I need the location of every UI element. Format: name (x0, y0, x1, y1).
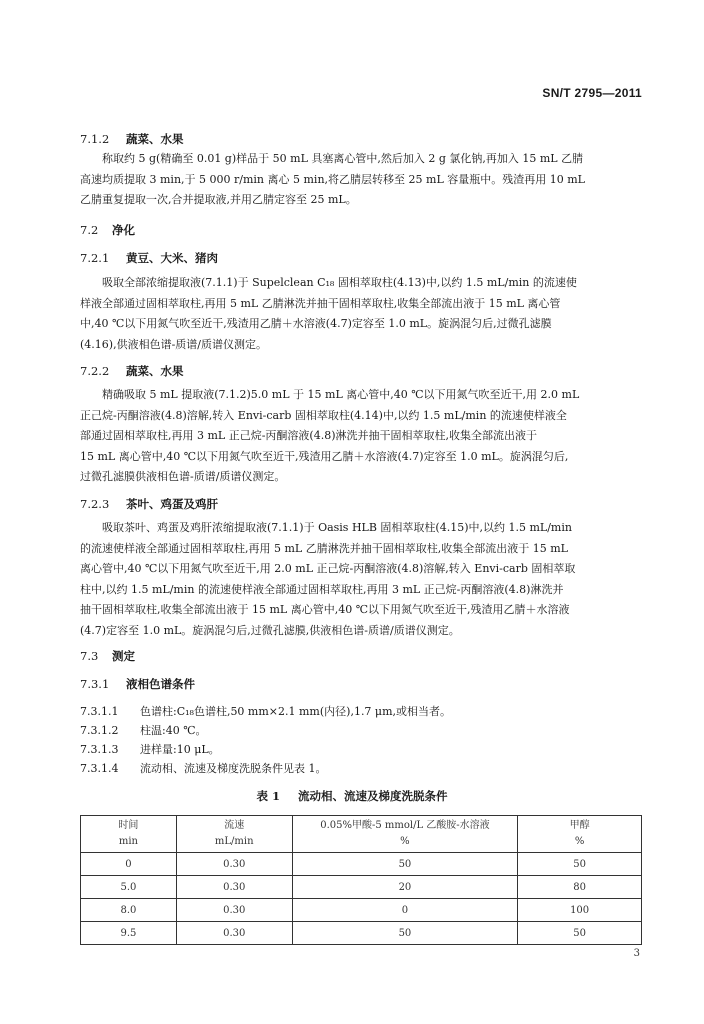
header-name: 0.05%甲酸-5 mmol/L 乙酸胺-水溶液 (320, 820, 490, 831)
table-cell: 100 (518, 899, 642, 922)
table-cell: 9.5 (81, 922, 177, 945)
section-title: 蔬菜、水果 (126, 364, 184, 378)
text-line: 部通过固相萃取柱,再用 3 mL 正己烷-丙酮溶液(4.8)淋洗并抽干固相萃取柱,收集全部流出液于 (80, 429, 538, 442)
text-line: 正己烷-丙酮溶液(4.8)溶解,转入 Envi-carb 固相萃取柱(4.14)中,以约 1.5 mL/min 的流速使样液全 (80, 408, 567, 422)
section-heading-7-3-1 (80, 676, 195, 692)
text-line: 抽干固相萃取柱,收集全部流出液于 15 mL 离心管中,40 ℃以下用氮气吹至近干,残渣用乙腈＋水溶液 (80, 603, 570, 616)
column-header-flow (176, 816, 292, 853)
table-cell: 0.30 (176, 899, 292, 922)
item-text: 色谱柱:C₁₈色谱柱,50 mm×2.1 mm(内径),1.7 μm,或相当者。 (140, 705, 452, 718)
paragraph-7-2-1 (80, 273, 640, 355)
section-title: 测定 (112, 649, 135, 663)
section-title: 黄豆、大米、猪肉 (126, 251, 218, 265)
section-number: 7.2.2 (80, 364, 110, 378)
header-unit: mL/min (214, 836, 254, 847)
table-cell: 50 (292, 922, 518, 945)
section-number: 7.2.3 (80, 497, 110, 511)
table-label: 表 1 (256, 789, 280, 803)
item-number: 7.3.1.1 (80, 705, 119, 718)
list-item (80, 741, 220, 757)
text-line: 的流速使样液全部通过固相萃取柱,再用 5 mL 乙腈淋洗并抽干固相萃取柱,收集全部流出液于 15 mL (80, 541, 568, 555)
text-line: 过微孔滤膜供液相色谱-质谱/质谱仪测定。 (80, 470, 286, 483)
item-number: 7.3.1.2 (80, 724, 119, 737)
text-line: 样液全部通过固相萃取柱,再用 5 mL 乙腈淋洗并抽干固相萃取柱,收集全部流出液于 15 mL 离心管 (80, 296, 561, 310)
text-line: 15 mL 离心管中,40 ℃以下用氮气吹至近干,残渣用乙腈＋水溶液(4.7)定容至 1.0 mL。旋涡混匀后, (80, 449, 569, 463)
table-cell: 0.30 (176, 922, 292, 945)
table-cell: 80 (518, 876, 642, 899)
list-item (80, 722, 207, 738)
table-cell: 8.0 (81, 899, 177, 922)
item-text: 进样量:10 μL。 (140, 743, 220, 756)
section-title: 蔬菜、水果 (126, 132, 184, 146)
section-number: 7.3.1 (80, 677, 110, 691)
text-line: 称取约 5 g(精确至 0.01 g)样品于 50 mL 具塞离心管中,然后加入 2 g 氯化钠,再加入 15 mL 乙腈 (102, 152, 584, 165)
table-cell: 0.30 (176, 853, 292, 876)
text-line: 高速均质提取 3 min,于 5 000 r/min 离心 5 min,将乙腈层转移至 25 mL 容量瓶中。残渣再用 10 mL (80, 172, 585, 186)
text-line: 柱中,以约 1.5 mL/min 的流速使样液全部通过固相萃取柱,再用 3 mL 正己烷-丙酮溶液(4.8)淋洗并 (80, 582, 564, 596)
table-header-row (81, 816, 642, 853)
column-header-aqueous (292, 816, 518, 853)
text-line: 中,40 ℃以下用氮气吹至近干,残渣用乙腈＋水溶液(4.7)定容至 1.0 mL。旋涡混匀后,过微孔滤膜 (80, 317, 552, 330)
section-title: 茶叶、鸡蛋及鸡肝 (126, 497, 218, 511)
text-line: 吸取全部浓缩提取液(7.1.1)于 Supelclean C₁₈ 固相萃取柱(4.13)中,以约 1.5 mL/min 的流速使 (102, 276, 577, 289)
text-line: 吸取茶叶、鸡蛋及鸡肝浓缩提取液(7.1.1)于 Oasis HLB 固相萃取柱(4.15)中,以约 1.5 mL/min (102, 521, 572, 534)
table-cell: 0 (292, 899, 518, 922)
table-row (81, 853, 642, 876)
paragraph-7-2-3 (80, 518, 640, 641)
header-unit: % (400, 836, 410, 847)
page-number: 3 (633, 948, 640, 959)
section-heading-7-3 (80, 648, 135, 664)
table-row (81, 922, 642, 945)
paragraph-7-1-2 (80, 149, 640, 211)
text-line: (4.7)定容至 1.0 mL。旋涡混匀后,过微孔滤膜,供液相色谱-质谱/质谱仪测定。 (80, 623, 460, 637)
item-number: 7.3.1.3 (80, 743, 119, 756)
section-number: 7.3 (80, 649, 99, 663)
section-number: 7.2.1 (80, 251, 110, 265)
section-number: 7.2 (80, 223, 99, 237)
header-name: 甲醇 (569, 820, 590, 831)
section-heading-7-2-2 (80, 363, 184, 379)
table-title: 流动相、流速及梯度洗脱条件 (298, 789, 448, 803)
text-line: 精确吸取 5 mL 提取液(7.1.2)5.0 mL 于 15 mL 离心管中,40 ℃以下用氮气吹至近干,用 2.0 mL (102, 388, 580, 401)
table-cell: 0.30 (176, 876, 292, 899)
header-unit: % (574, 836, 585, 847)
table-cell: 50 (292, 853, 518, 876)
section-heading-7-1-2 (80, 131, 184, 147)
table-row (81, 876, 642, 899)
text-line: (4.16),供液相色谱-质谱/质谱仪测定。 (80, 337, 267, 351)
header-name: 时间 (118, 820, 139, 831)
table-cell: 50 (518, 853, 642, 876)
section-heading-7-2-3 (80, 496, 218, 512)
section-number: 7.1.2 (80, 132, 110, 146)
item-text: 柱温:40 ℃。 (140, 724, 207, 737)
text-line: 离心管中,40 ℃以下用氮气吹至近干,用 2.0 mL 正己烷-丙酮溶液(4.8)溶解,转入 Envi-carb 固相萃取 (80, 562, 576, 575)
section-heading-7-2-1 (80, 250, 218, 266)
column-header-time (81, 816, 177, 853)
elution-table (80, 815, 642, 945)
list-item (80, 760, 327, 776)
list-item (80, 703, 451, 719)
header-unit: min (118, 836, 138, 847)
item-number: 7.3.1.4 (80, 762, 119, 775)
table-cell: 20 (292, 876, 518, 899)
table-cell: 0 (81, 853, 177, 876)
text-line: 乙腈重复提取一次,合并提取液,并用乙腈定容至 25 mL。 (80, 193, 357, 206)
item-text: 流动相、流速及梯度洗脱条件见表 1。 (140, 762, 327, 775)
paragraph-7-2-2 (80, 385, 640, 488)
table-cell: 50 (518, 922, 642, 945)
header-name: 流速 (224, 820, 245, 831)
section-title: 液相色谱条件 (126, 677, 195, 691)
section-heading-7-2 (80, 222, 135, 238)
column-header-methanol (518, 816, 642, 853)
table-row (81, 899, 642, 922)
table-cell: 5.0 (81, 876, 177, 899)
section-title: 净化 (112, 223, 135, 237)
table-caption (0, 788, 704, 804)
standard-code: SN/T 2795—2011 (542, 86, 642, 100)
